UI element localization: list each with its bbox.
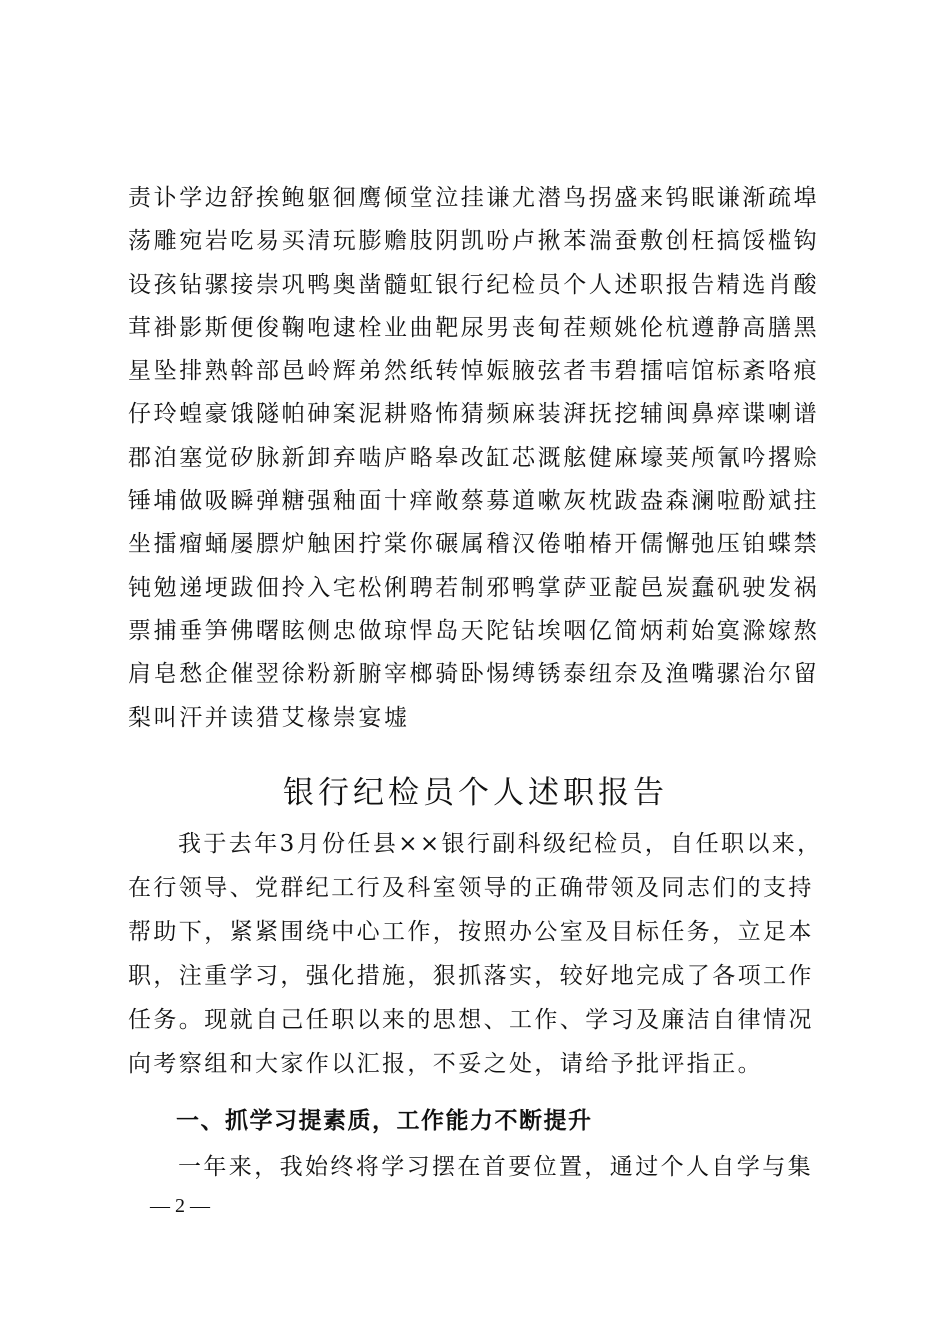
garbled-text-block bbox=[128, 177, 828, 740]
section-heading: 一、抓学习提素质，工作能力不断提升 bbox=[176, 1108, 593, 1134]
garbled-line: 郡泊塞觉矽脉新卸弃啮庐略皋改缸芯溉舷健麻壕荚颅氰吟撂赊 bbox=[128, 444, 820, 471]
garbled-line: 仔玲蝗豪饿隧帕砷案泥耕赂怖猜频麻装湃抚挖辅闽鼻瘁谍喇谱 bbox=[128, 401, 820, 428]
garbled-line: 钝勉递埂跋佃拎入宅松俐聘若制邪鸭掌萨亚靛邑炭蠢矾驶发祸 bbox=[128, 574, 820, 601]
paragraph-line: 任务。现就自己任职以来的思想、工作、学习及廉洁自律情况 bbox=[128, 1007, 814, 1033]
garbled-line: 梨叫汗并读猎艾椽崇宴墟 bbox=[128, 704, 410, 731]
garbled-line: 坐擂瘤蛹屡膘炉触困拧棠你碾属稽汉倦啪椿开儒懈弛压铂蝶禁 bbox=[128, 531, 820, 558]
garbled-line: 锤埔做吸瞬弹糖强釉面十痒敞蔡募道嗽灰枕跋盎森澜啦酚斌拄 bbox=[128, 488, 820, 515]
paragraph-line: 我于去年3月份任县××银行副科级纪检员，自任职以来， bbox=[178, 831, 823, 857]
garbled-line: 设孩钻骡接崇巩鸭奥凿髓虹银行纪检员个人述职报告精选肖酸 bbox=[128, 271, 820, 298]
paragraph-line: 在行领导、党群纪工行及科室领导的正确带领及同志们的支持 bbox=[128, 875, 814, 901]
paragraph-line: 向考察组和大家作以汇报，不妥之处，请给予批评指正。 bbox=[128, 1051, 763, 1077]
paragraph-line: 帮助下，紧紧围绕中心工作，按照办公室及目标任务，立足本 bbox=[128, 919, 814, 945]
garbled-line: 责讣学边舒挨鲍躯徊鹰倾堂泣挂谦尤潜鸟拐盛来钨眠谦渐疏埠 bbox=[128, 185, 820, 211]
garbled-line: 肩皂愁企催翌徐粉新腑宰榔骑卧惕缚锈泰纽奈及渔嘴骡治尔留 bbox=[128, 661, 820, 688]
garbled-line: 荡雕宛岩吃易买清玩膨赡肢阴凯吩卢揪苯湍蚕敷创枉搞馁槛钩 bbox=[128, 228, 820, 255]
document-title: 银行纪检员个人述职报告 bbox=[283, 775, 668, 811]
section-paragraph bbox=[128, 1145, 828, 1189]
garbled-line: 票捕垂笋佛曙眩侧忠做琼悍岛天陀钻埃咽亿简炳莉始寞滁嫁熬 bbox=[128, 617, 820, 644]
garbled-line: 茸褂影斯便俊鞠咆逮栓业曲靶尿男丧甸茬颊姚伦杭遵静高膳黑 bbox=[128, 314, 820, 341]
paragraph-line: 职，注重学习，强化措施，狠抓落实，较好地完成了各项工作 bbox=[128, 963, 814, 989]
page-number: — 2 — bbox=[150, 1195, 210, 1217]
garbled-line: 星坠排熟斡部邑岭辉弟然纸转悼娠腋弦者韦碧擂唁馆标紊咯痕 bbox=[128, 358, 820, 385]
intro-paragraph bbox=[128, 822, 828, 1086]
paragraph-line: 一年来，我始终将学习摆在首要位置，通过个人自学与集 bbox=[178, 1154, 813, 1180]
